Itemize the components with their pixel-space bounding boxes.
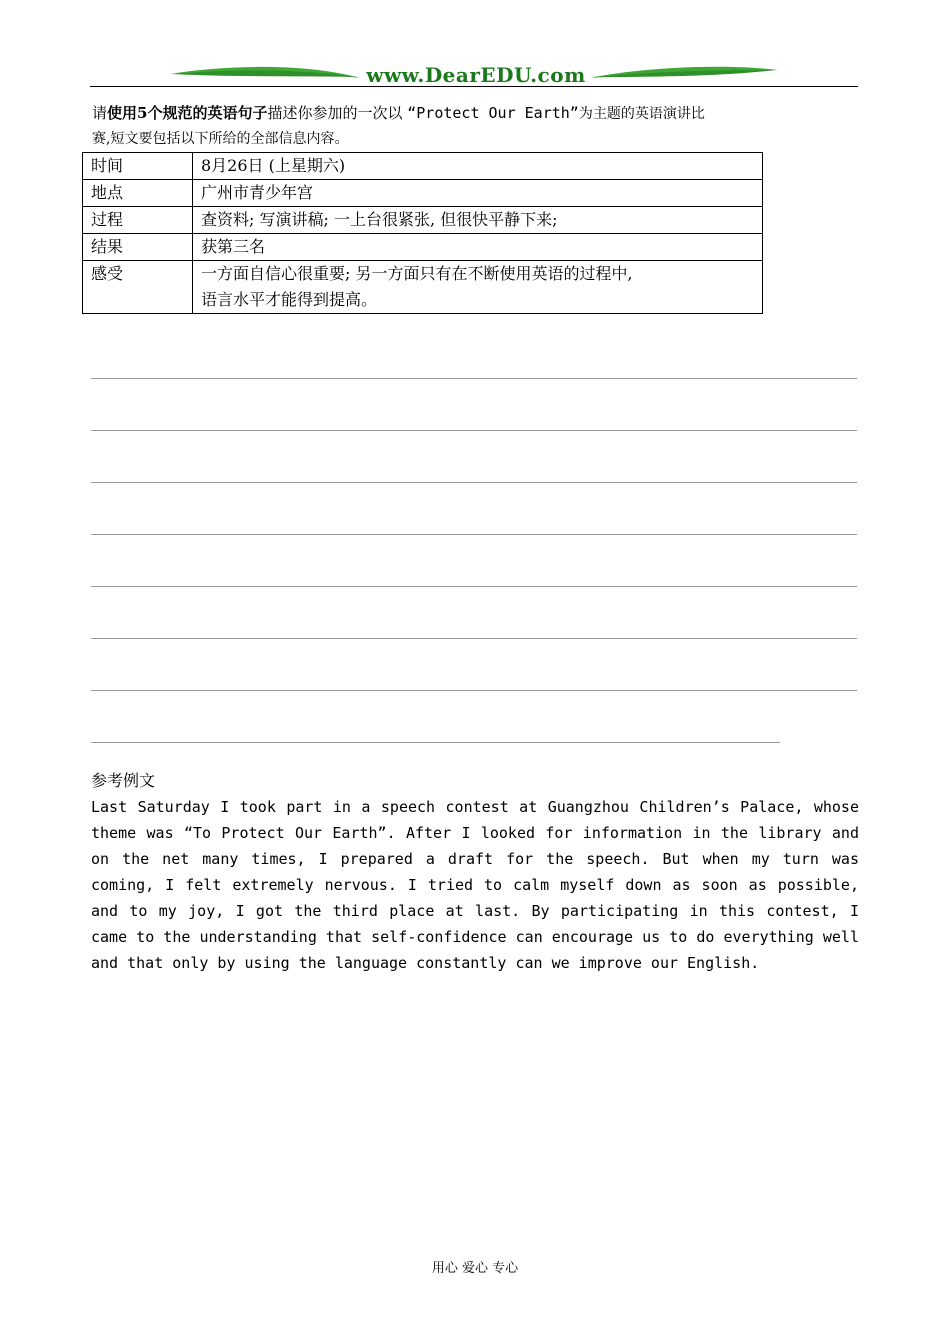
row-value: 8月26日 (上星期六) <box>193 153 763 180</box>
page-footer: 用心 爱心 专心 <box>431 1261 519 1276</box>
answer-line[interactable] <box>91 742 780 743</box>
speech-topic: “Protect Our Earth” <box>407 104 579 122</box>
answer-line[interactable] <box>91 690 857 691</box>
table-row <box>83 234 763 261</box>
sample-title: 参考例文 <box>91 771 156 790</box>
table-row <box>83 207 763 234</box>
answer-line[interactable] <box>91 534 857 535</box>
answer-line[interactable] <box>91 430 857 431</box>
sample-essay: Last Saturday I took part in a speech contest at Guangzhou Children’s Palace, whose theme was “To Protect Our Earth”. After I looked for information in the library and on the net many times, I prepared a draft for the speech. But when my turn was coming, I felt extremely nervous. I tried to calm myself down as soon as possible, and to my joy, I got the third place at last. By participating in this contest, I came to the understanding that self-confidence can encourage us to do everything well and that only by using the language constantly can we improve our English. <box>91 798 859 972</box>
row-key: 结果 <box>83 234 193 261</box>
row-value: 广州市青少年宫 <box>193 180 763 207</box>
instruction-emphasis: 使用5个规范的英语句子 <box>107 104 268 122</box>
row-key: 感受 <box>83 261 193 314</box>
row-value-line-2: 语言水平才能得到提高。 <box>201 290 378 309</box>
row-value <box>193 261 763 314</box>
answer-line[interactable] <box>91 482 857 483</box>
instruction-suffix: 为主题的英语演讲比 <box>578 106 705 122</box>
row-key: 地点 <box>83 180 193 207</box>
answer-line[interactable] <box>91 378 857 379</box>
instruction-text <box>92 101 862 151</box>
row-key: 过程 <box>83 207 193 234</box>
instruction-prefix: 请 <box>92 104 108 122</box>
row-value: 查资料; 写演讲稿; 一上台很紧张, 但很快平静下来; <box>193 207 763 234</box>
table-row <box>83 261 763 314</box>
site-logo <box>170 62 780 88</box>
instruction-line-2: 赛,短文要包括以下所给的全部信息内容。 <box>92 131 349 147</box>
row-key: 时间 <box>83 153 193 180</box>
instruction-middle: 描述你参加的一次以 <box>267 104 408 122</box>
logo-text: www.DearEDU.com <box>366 63 586 87</box>
info-table <box>82 152 763 314</box>
row-value: 获第三名 <box>193 234 763 261</box>
table-row <box>83 180 763 207</box>
answer-line[interactable] <box>91 638 857 639</box>
table-row <box>83 153 763 180</box>
answer-line[interactable] <box>91 586 857 587</box>
header-rule <box>90 86 858 87</box>
row-value-line-1: 一方面自信心很重要; 另一方面只有在不断使用英语的过程中, <box>201 264 633 283</box>
